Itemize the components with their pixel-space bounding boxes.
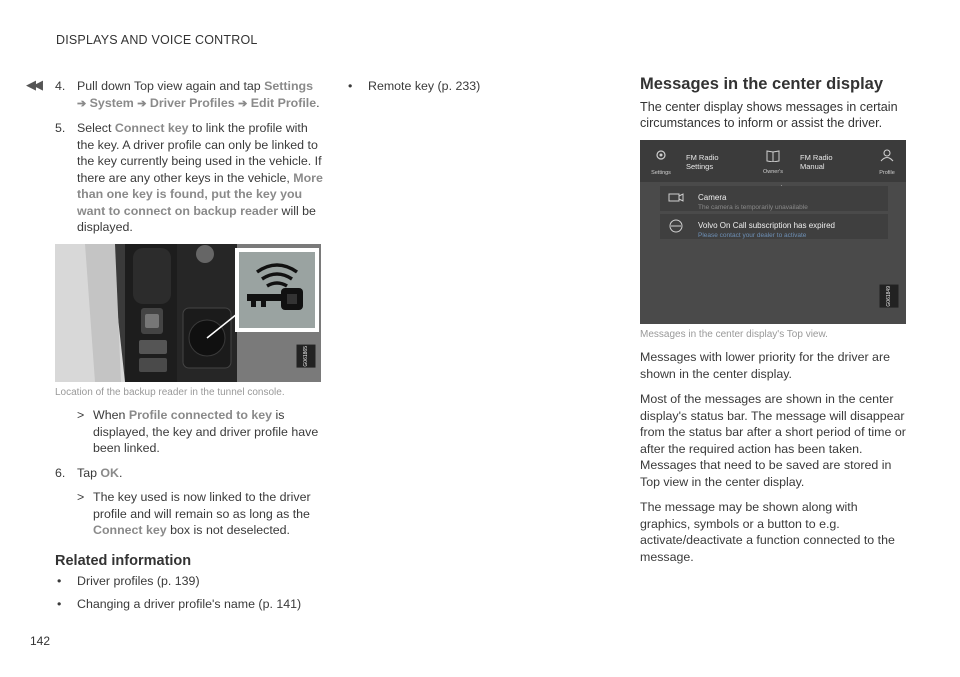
center-display-image: Settings FM Radio Settings Owner's FM Radio Manual Profile Camera The camera is temporarily unavailable Volvo On Call subscription has expired Please contact your dealer to activate G061849 <box>640 140 906 324</box>
step-text: Pull down Top view again and tap <box>77 79 265 93</box>
warning-message: More than one key is found, put the key you want to connect on backup reader <box>77 170 323 218</box>
paragraph: Most of the messages are shown in the center display's status bar. The message will disappear from the status bar after a short period of time or after the required action has been taken. Messages that need to be saved are stored in Top view in the center display. <box>640 392 906 489</box>
photo-caption: Location of the backup reader in the tunnel console. <box>55 386 285 398</box>
related-heading: Related information <box>55 552 192 569</box>
menu-settings: Settings <box>264 79 314 93</box>
tunnel-console-photo <box>55 244 321 382</box>
profile-icon <box>880 148 894 162</box>
step-5: 5. Select Connect key to link the profile with the key. A driver profile can only be linked to the key currently being used in the vehicle. If there are any other keys in the vehicle, More than one key is found, put the key you want to connect on backup reader will be displayed. <box>55 121 323 234</box>
result-2: > The key used is now linked to the driver profile and will remain so as long as the Connect key box is not deselected. <box>77 490 311 537</box>
status-profile-connected: Profile connected to key <box>128 408 273 422</box>
related-link[interactable]: • Changing a driver profile's name (p. 141) <box>57 596 302 611</box>
option-connect-key: Connect key <box>114 121 189 135</box>
arrow-right-icon: ➔ <box>137 97 147 110</box>
result-1: > When Profile connected to key is displayed, the key and driver profile have been linked. <box>77 408 319 455</box>
option-connect-key: Connect key <box>93 523 167 537</box>
arrow-right-icon: ➔ <box>238 97 248 110</box>
gear-icon <box>654 148 668 162</box>
paragraph: Messages with lower priority for the driver are shown in the center display. <box>640 350 890 381</box>
lead-text: The center display shows messages in certain circumstances to inform or assist the driver. <box>640 99 898 130</box>
image-code: G061849 <box>880 285 899 308</box>
image-code: G061865 <box>297 345 316 368</box>
section-heading: Messages in the center display <box>640 75 884 93</box>
page-number: 142 <box>30 634 51 648</box>
nav-back-icon[interactable]: ◀◀ <box>26 77 40 92</box>
paragraph: The message may be shown along with graphics, symbols or a button to e.g. activate/deactivate a function connected to the message. <box>640 500 895 564</box>
step-4: 4. Pull down Top view again and tap Settings ➔ System ➔ Driver Profiles ➔ Edit Profile. <box>55 79 320 110</box>
step-number: 6. <box>55 465 66 480</box>
step-6: 6. Tap OK. <box>55 465 123 480</box>
related-link[interactable]: • Remote key (p. 233) <box>348 79 481 93</box>
arrow-right-icon: ➔ <box>77 97 87 110</box>
right-column <box>640 76 910 574</box>
section-title: DISPLAYS AND VOICE CONTROL <box>56 33 258 47</box>
middle-column <box>346 78 586 101</box>
camera-icon <box>668 191 684 205</box>
display-caption: Messages in the center display's Top view. <box>640 328 828 340</box>
volvo-on-call-icon <box>668 219 684 233</box>
message-camera: Camera The camera is temporarily unavailable <box>660 186 888 211</box>
step-number: 5. <box>55 121 66 135</box>
menu-driver-profiles: Driver Profiles <box>149 95 235 110</box>
related-link[interactable]: • Driver profiles (p. 139) <box>57 574 200 588</box>
menu-system: System <box>89 95 134 110</box>
step-number: 4. <box>55 79 66 93</box>
book-icon <box>766 150 780 162</box>
left-column <box>55 78 325 618</box>
message-volvo-on-call: Volvo On Call subscription has expired Please contact your dealer to activate <box>660 214 888 239</box>
ok-label: OK <box>100 465 120 480</box>
menu-edit-profile: Edit Profile <box>250 95 317 110</box>
